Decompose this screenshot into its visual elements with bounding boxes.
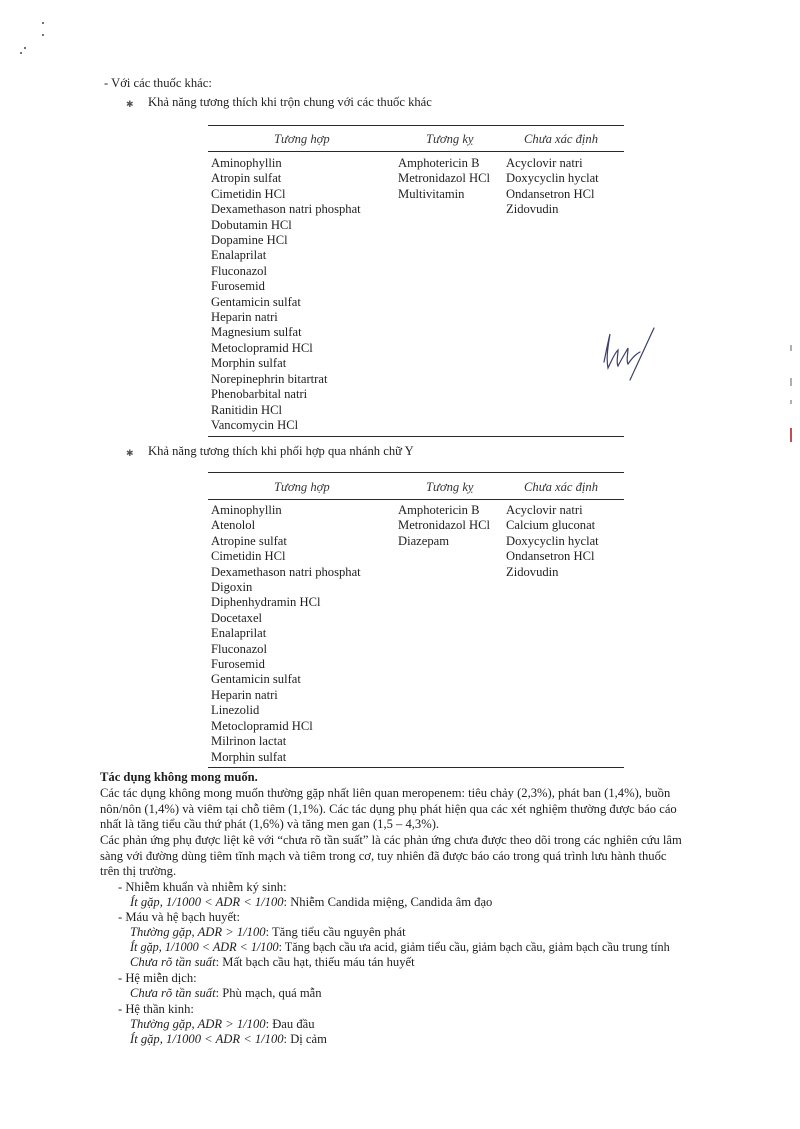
paragraph-line: Các phản ứng phụ được liệt kê với “chưa rõ tần suất” là các phản ứng chưa được theo dõi trong các nghiên cứu lâm — [100, 833, 682, 847]
table-cell: Enalaprilat — [211, 626, 267, 641]
table1-header-incompatible: Tương kỵ — [426, 132, 474, 146]
table-cell: Atropin sulfat — [211, 171, 282, 186]
effect-text: : Dị cảm — [283, 1032, 327, 1046]
table-cell: Aminophyllin — [211, 503, 282, 517]
table-cell: Cimetidin HCl — [211, 186, 286, 201]
table-cell: Fluconazol — [211, 641, 267, 656]
bullet-star-icon: ✱ — [126, 448, 134, 458]
table-cell: Furosemid — [211, 279, 265, 294]
paragraph-line: nôn/nôn (1,4%) và viêm tại chỗ tiêm (1,1%). Các tác dụng phụ phát hiện qua các xét nghiệm thường được báo cáo — [100, 801, 677, 816]
frequency-label: Ít gặp, 1/1000 < ADR < 1/100 — [130, 940, 279, 954]
adverse-paragraph-2 — [100, 833, 730, 880]
effect-text: : Đau đầu — [265, 1017, 315, 1031]
frequency-label: Ít gặp, 1/1000 < ADR < 1/100 — [130, 1032, 284, 1046]
table-cell: Magnesium sulfat — [211, 325, 302, 340]
bullet-star-icon: ✱ — [126, 99, 134, 109]
adverse-title: Tác dụng không mong muốn. — [100, 770, 258, 784]
table-cell: Zidovudin — [506, 202, 559, 217]
table1-header-undetermined: Chưa xác định — [524, 132, 599, 146]
paragraph-line: sàng với đường dùng tiêm tĩnh mạch và tiêm trong cơ, tuy nhiên đã được báo cáo trong quá trình lưu hành thuốc — [100, 848, 667, 863]
table-cell: Amphotericin B — [398, 503, 480, 517]
table-cell: Diphenhydramin HCl — [211, 595, 321, 610]
table-cell: Aminophyllin — [211, 156, 282, 170]
group-nervous: - Hệ thần kinh: — [118, 1002, 194, 1016]
effect-text: : Phù mạch, quá mẫn — [215, 986, 322, 1000]
group-item — [130, 955, 415, 970]
group-item — [130, 925, 406, 940]
table2-col-undetermined — [506, 503, 599, 580]
table-cell: Doxycyclin hyclat — [506, 171, 599, 186]
table2-top-rule — [208, 472, 624, 473]
table1-col-compatible — [211, 156, 361, 433]
frequency-label: Thường gặp, ADR > 1/100 — [130, 925, 266, 939]
table-cell: Fluconazol — [211, 263, 267, 278]
table-cell: Diazepam — [398, 533, 450, 548]
table2-bottom-rule — [208, 767, 624, 768]
table-cell: Ondansetron HCl — [506, 186, 595, 201]
edge-mark — [790, 400, 792, 404]
table-cell: Metronidazol HCl — [398, 518, 490, 533]
table1-bottom-rule — [208, 436, 624, 437]
table-cell: Dexamethason natri phosphat — [211, 564, 361, 579]
frequency-label: Ít gặp, 1/1000 < ADR < 1/100 — [130, 895, 284, 909]
paragraph-line: nhất là tăng tiểu cầu thứ phát (1,6%) và tăng men gan (1,5 – 4,3%). — [100, 817, 440, 832]
table-cell: Metoclopramid HCl — [211, 340, 313, 355]
group-item — [130, 940, 670, 955]
table1-header — [208, 132, 624, 152]
table-cell: Morphin sulfat — [211, 356, 287, 371]
table-cell: Atropine sulfat — [211, 533, 287, 548]
subheading-mixing: Khả năng tương thích khi trộn chung với các thuốc khác — [148, 95, 432, 109]
scan-speck — [42, 34, 44, 36]
table-cell: Milrinon lactat — [211, 734, 287, 749]
table-cell: Zidovudin — [506, 564, 559, 579]
table2-col-compatible — [211, 503, 361, 765]
table1-header-rule — [208, 151, 624, 152]
frequency-label: Chưa rõ tần suất — [130, 955, 216, 969]
paragraph-line: Các tác dụng không mong muốn thường gặp nhất liên quan meropenem: tiêu chảy (2,3%), phát ban (1,4%), buồn — [100, 786, 671, 800]
table-cell: Gentamicin sulfat — [211, 672, 301, 687]
frequency-label: Chưa rõ tần suất — [130, 986, 216, 1000]
table-cell: Cimetidin HCl — [211, 549, 286, 564]
group-infections: - Nhiễm khuẩn và nhiễm ký sinh: — [118, 880, 287, 894]
table2-col-incompatible — [398, 503, 490, 549]
table-cell: Gentamicin sulfat — [211, 294, 301, 309]
table-cell: Phenobarbital natri — [211, 387, 308, 402]
table-cell: Ranitidin HCl — [211, 402, 283, 417]
group-item — [130, 1032, 327, 1047]
group-item — [130, 1017, 315, 1032]
table1-col-undetermined — [506, 156, 599, 218]
section-heading: - Với các thuốc khác: — [104, 76, 212, 90]
edge-mark — [790, 428, 792, 442]
adverse-paragraph-1 — [100, 786, 730, 833]
table-cell: Enalaprilat — [211, 248, 267, 263]
table-cell: Amphotericin B — [398, 156, 480, 170]
signature-mark — [596, 322, 656, 384]
table2-header-incompatible: Tương kỵ — [426, 480, 474, 494]
table-cell: Norepinephrin bitartrat — [211, 371, 328, 386]
table1-col-incompatible — [398, 156, 490, 202]
group-item — [130, 986, 322, 1001]
edge-mark — [790, 345, 792, 351]
scan-speck — [24, 47, 26, 49]
table-cell: Docetaxel — [211, 610, 263, 625]
subheading-y-site: Khả năng tương thích khi phối hợp qua nhánh chữ Y — [148, 444, 414, 458]
table-cell: Multivitamin — [398, 186, 465, 201]
paragraph-line: trên thị trường. — [100, 864, 177, 879]
table1-top-rule — [208, 125, 624, 126]
effect-text: : Tăng bạch cầu ưa acid, giảm tiểu cầu, giảm bạch cầu, giảm bạch cầu trung tính — [278, 940, 670, 954]
table-cell: Heparin natri — [211, 687, 278, 702]
table-cell: Dexamethason natri phosphat — [211, 202, 361, 217]
table2-header-rule — [208, 499, 624, 500]
effect-text: : Nhiễm Candida miệng, Candida âm đạo — [283, 895, 493, 909]
edge-mark — [790, 378, 792, 386]
table-cell: Dobutamin HCl — [211, 217, 292, 232]
scan-speck — [20, 52, 22, 54]
table-cell: Atenolol — [211, 518, 256, 533]
table-cell: Dopamine HCl — [211, 233, 288, 248]
effect-text: : Tăng tiểu cầu nguyên phát — [265, 925, 406, 939]
table-cell: Metronidazol HCl — [398, 171, 490, 186]
scan-speck — [42, 22, 44, 24]
table-cell: Calcium gluconat — [506, 518, 596, 533]
table1-header-compatible: Tương hợp — [274, 132, 330, 146]
table-cell: Heparin natri — [211, 310, 278, 325]
table2-header — [208, 480, 624, 500]
table-cell: Acyclovir natri — [506, 503, 583, 517]
effect-text: : Mất bạch cầu hạt, thiếu máu tán huyết — [215, 955, 415, 969]
table-cell: Digoxin — [211, 580, 253, 595]
frequency-label: Thường gặp, ADR > 1/100 — [130, 1017, 266, 1031]
table-cell: Furosemid — [211, 657, 265, 672]
table-cell: Morphin sulfat — [211, 749, 287, 764]
table2-header-undetermined: Chưa xác định — [524, 480, 599, 494]
group-item — [130, 895, 492, 910]
table2-header-compatible: Tương hợp — [274, 480, 330, 494]
table-cell: Linezolid — [211, 703, 260, 718]
table-cell: Acyclovir natri — [506, 156, 583, 170]
table-cell: Ondansetron HCl — [506, 549, 595, 564]
table-cell: Vancomycin HCl — [211, 417, 299, 432]
table-cell: Metoclopramid HCl — [211, 718, 313, 733]
group-blood: - Máu và hệ bạch huyết: — [118, 910, 241, 924]
group-immune: - Hệ miễn dịch: — [118, 971, 197, 985]
table-cell: Doxycyclin hyclat — [506, 533, 599, 548]
